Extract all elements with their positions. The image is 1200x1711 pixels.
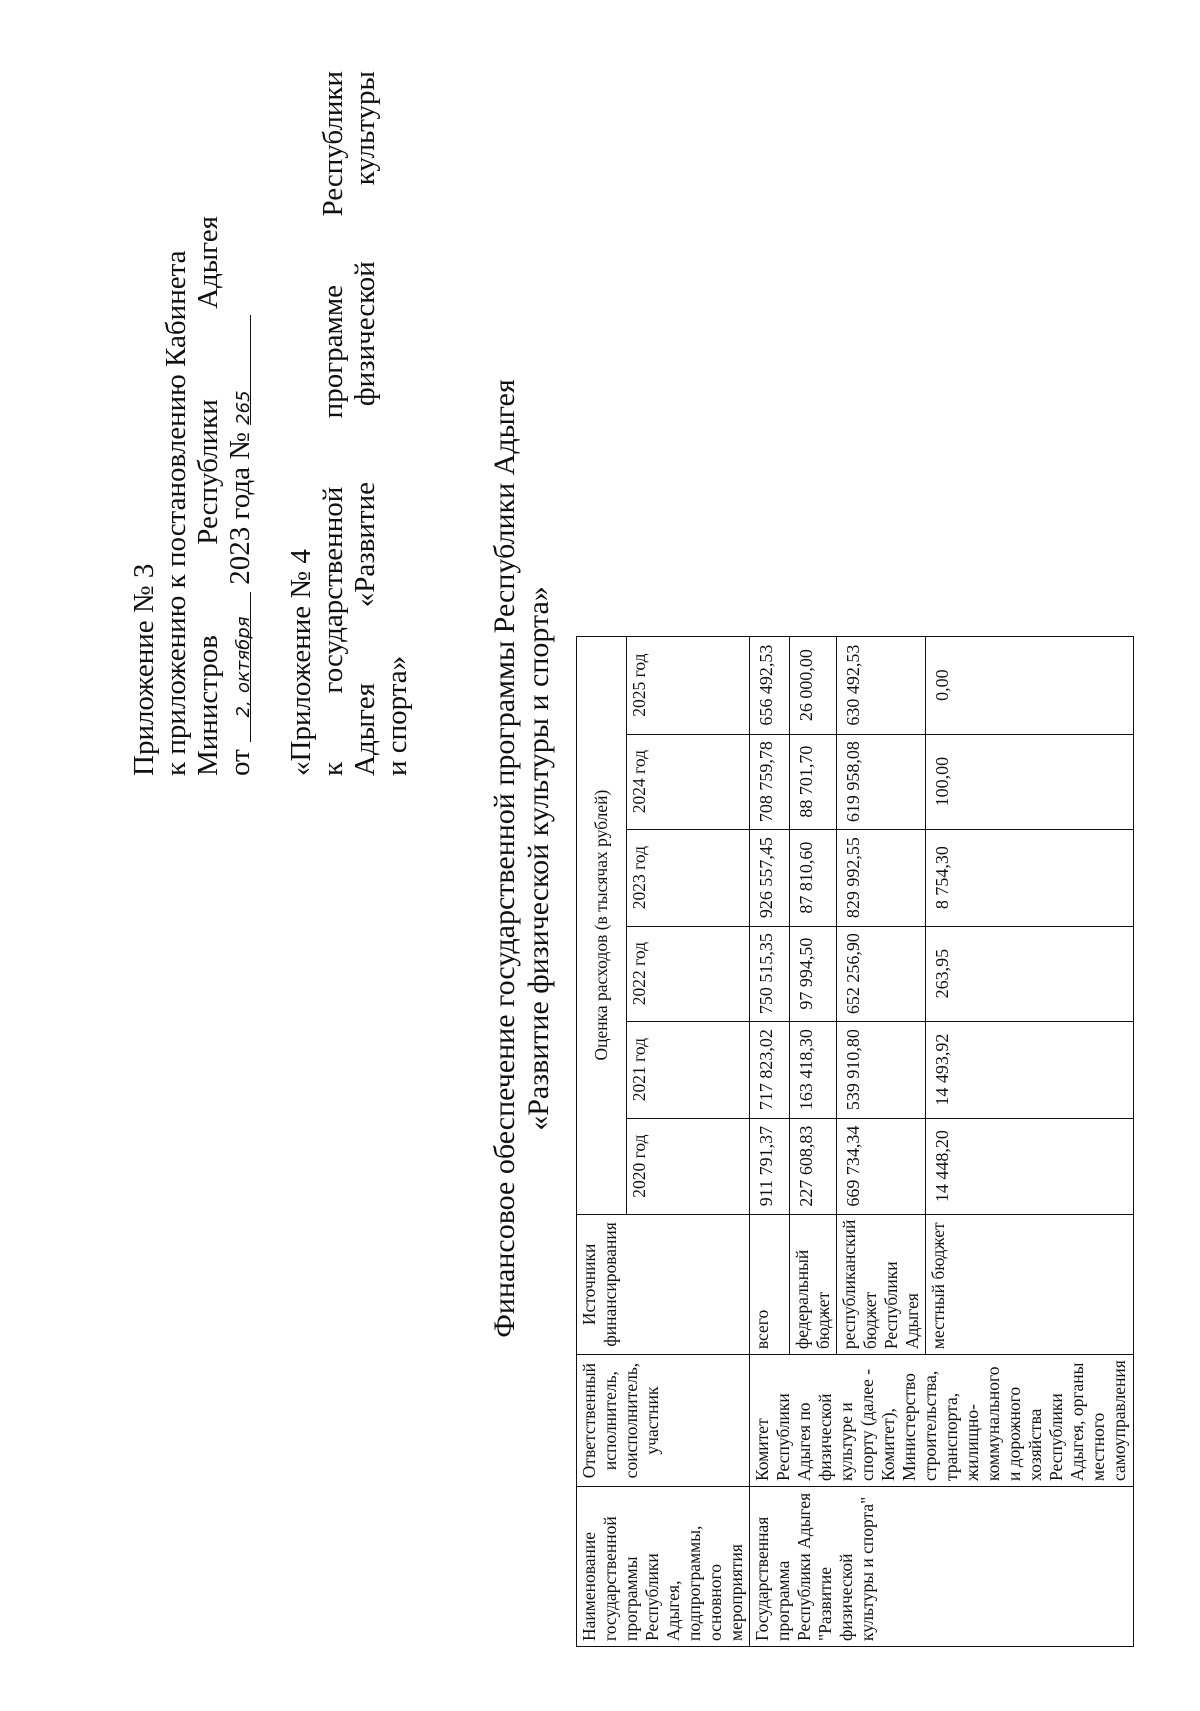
- value-cell: 911 791,37: [750, 1118, 790, 1214]
- header-year: 2022 год: [627, 926, 750, 1021]
- value-cell: 0,00: [926, 636, 1134, 734]
- title-line1: Финансовое обеспечение государственной программы Республики Адыгея: [488, 379, 521, 1338]
- value-cell: 26 000,00: [790, 636, 837, 734]
- value-cell: 619 958,08: [837, 734, 926, 829]
- value-cell: 656 492,53: [750, 636, 790, 734]
- header-year: 2021 год: [627, 1021, 750, 1118]
- program-name-cell: Государственная программа Республики Адыгея "Развитие физической культуры и спорта": [750, 1487, 1134, 1647]
- header-year: 2025 год: [627, 636, 750, 734]
- title-line2: «Развитие физической культуры и спорта»: [522, 586, 555, 1131]
- header-row-1: [577, 636, 627, 1646]
- value-cell: 263,95: [926, 926, 1134, 1021]
- header-year: 2024 год: [627, 734, 750, 829]
- executor-cell: Комитет Республики Адыгея по физической культуре и спорту (далее - Комитет), Министерство строительства, транспорта, жилищно-коммунального и дорожного хозяйства Республики Адыгея, органы местного самоуправления: [750, 1355, 1134, 1487]
- header-year: 2020 год: [627, 1118, 750, 1214]
- value-cell: 163 418,30: [790, 1021, 837, 1118]
- value-cell: 717 823,02: [750, 1021, 790, 1118]
- finance-table-wrap: [576, 636, 1134, 1647]
- value-cell: 630 492,53: [837, 636, 926, 734]
- value-cell: 708 759,78: [750, 734, 790, 829]
- header-year: 2023 год: [627, 829, 750, 926]
- annex4-title: «Приложение № 4: [285, 549, 317, 776]
- source-cell: федеральный бюджет: [790, 1214, 837, 1355]
- header-program-name: Наименование государственной программы Республики Адыгея, подпрограммы, основного мероприятия: [577, 1487, 750, 1647]
- source-cell: местный бюджет: [926, 1214, 1134, 1355]
- value-cell: 8 754,30: [926, 829, 1134, 926]
- table-row: [750, 636, 790, 1646]
- annex3-line3: Министров Республики Адыгея: [192, 216, 224, 776]
- source-cell: республиканский бюджет Республики Адыгея: [837, 1214, 926, 1355]
- annex4-block: [285, 71, 413, 776]
- value-cell: 926 557,45: [750, 829, 790, 926]
- annex4-line2: к государственной программе Республики: [317, 71, 349, 776]
- value-cell: 100,00: [926, 734, 1134, 829]
- value-cell: 829 992,55: [837, 829, 926, 926]
- finance-table: [576, 636, 1134, 1647]
- value-cell: 669 734,34: [837, 1118, 926, 1214]
- header-source: Источники финансирования: [577, 1214, 750, 1355]
- annex4-line4: и спорта»: [381, 655, 413, 776]
- value-cell: 14 448,20: [926, 1118, 1134, 1214]
- value-cell: 87 810,60: [790, 829, 837, 926]
- date-field: 2, октября: [224, 592, 251, 742]
- annex3-title: Приложение № 3: [128, 563, 160, 776]
- document-title: [488, 341, 556, 1376]
- value-cell: 227 608,83: [790, 1118, 837, 1214]
- annex4-line3: Адыгея «Развитие физической культуры: [349, 71, 381, 776]
- value-cell: 750 515,35: [750, 926, 790, 1021]
- number-field: 265: [224, 315, 251, 425]
- annex3-date-line: от 2, октября 2023 года № 265: [224, 216, 256, 776]
- value-cell: 539 910,80: [837, 1021, 926, 1118]
- source-cell: всего: [750, 1214, 790, 1355]
- header-estimate: Оценка расходов (в тысячах рублей): [577, 636, 627, 1214]
- value-cell: 88 701,70: [790, 734, 837, 829]
- value-cell: 652 256,90: [837, 926, 926, 1021]
- value-cell: 97 994,50: [790, 926, 837, 1021]
- value-cell: 14 493,92: [926, 1021, 1134, 1118]
- header-executor: Ответственный исполнитель, соисполнитель, участник: [577, 1355, 750, 1487]
- annex3-line2: к приложению к постановлению Кабинета: [160, 250, 192, 776]
- annex3-block: [128, 216, 256, 776]
